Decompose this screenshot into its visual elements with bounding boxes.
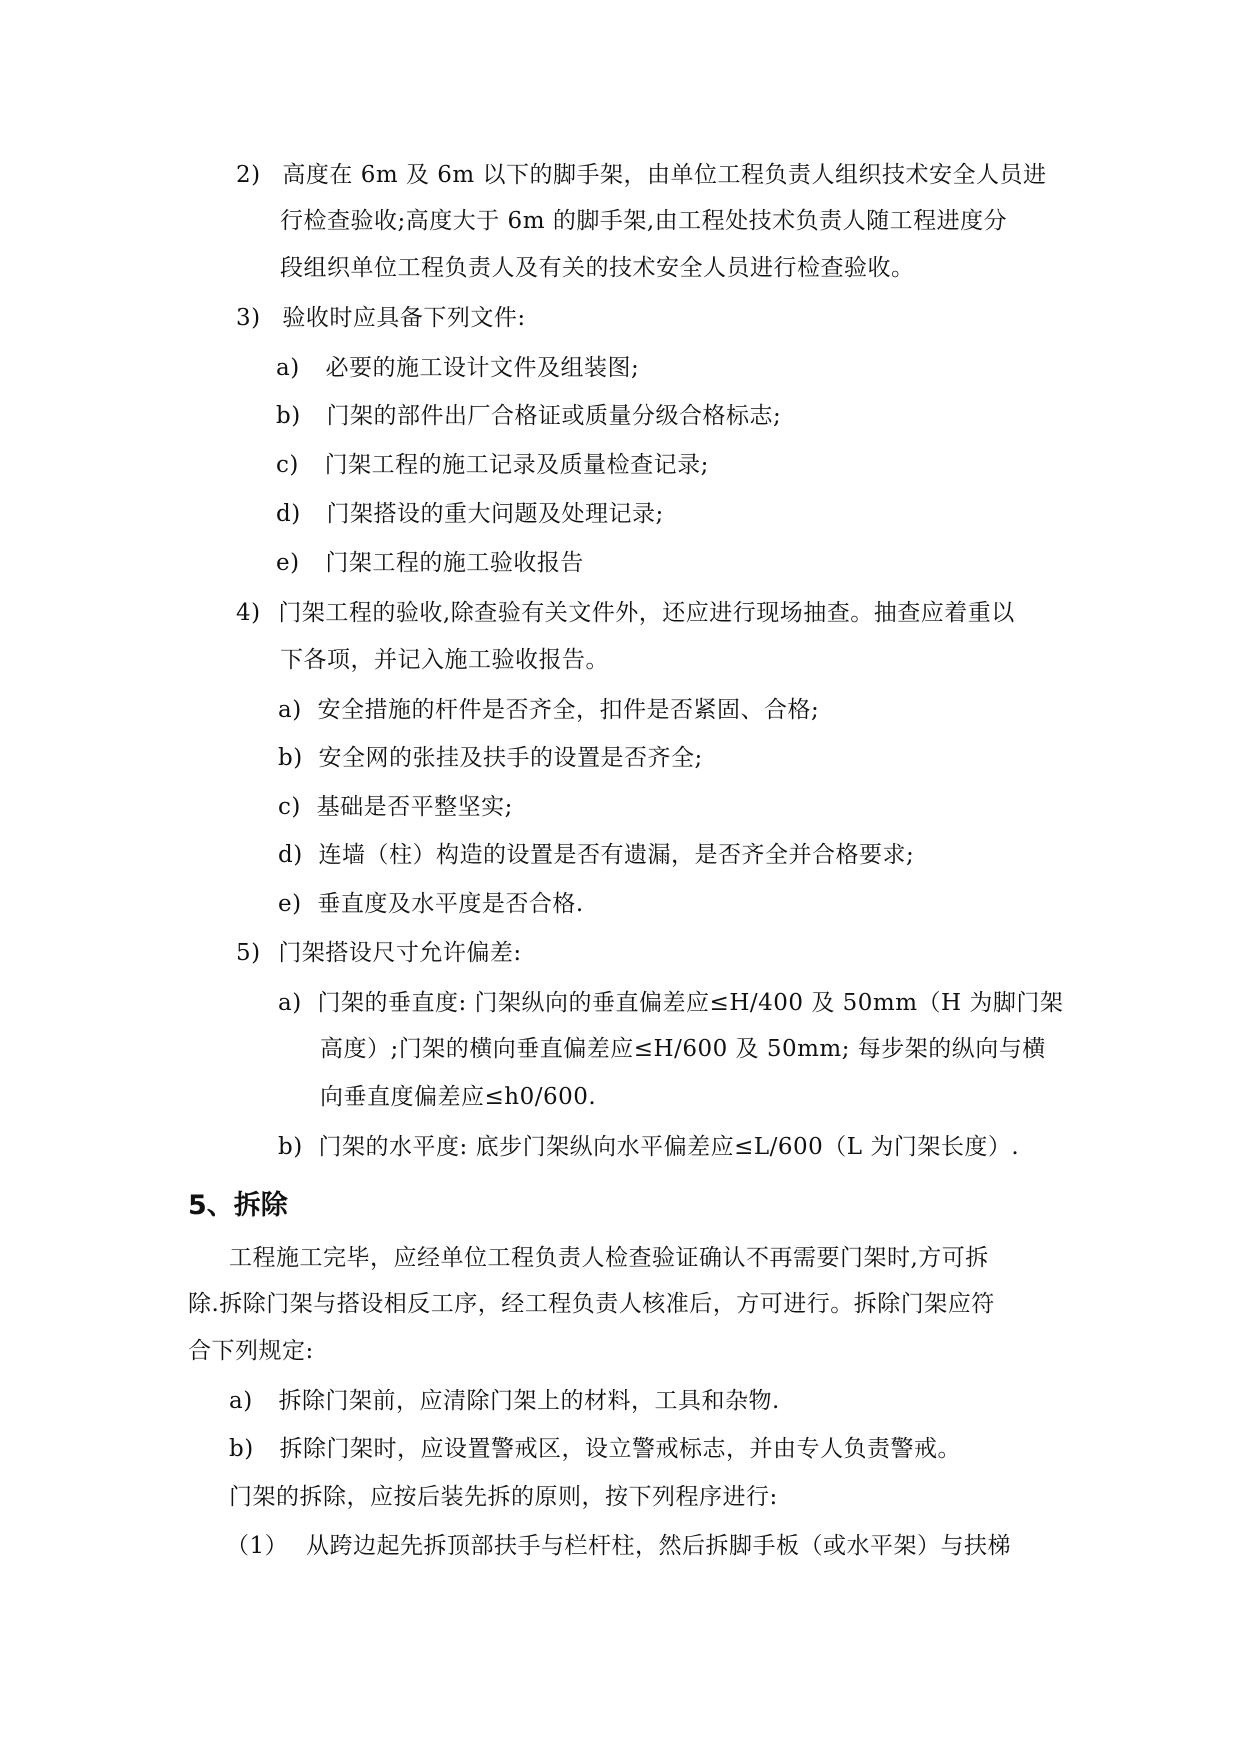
- item-5-sub-a-line-1: [278, 988, 1063, 1018]
- item-4-sub-d: [278, 840, 914, 870]
- item-2-line-3: 段组织单位工程负责人及有关的技术安全人员进行检查验收。: [280, 255, 915, 281]
- item-4-sub-c: [278, 792, 513, 822]
- sub-label: a): [278, 990, 302, 1016]
- item-5-line: [236, 938, 522, 968]
- item-5-label: 5): [236, 940, 261, 966]
- sub-text: 必要的施工设计文件及组装图;: [325, 355, 640, 381]
- sub-label: a): [278, 697, 302, 723]
- sub-label: c): [276, 452, 299, 478]
- item-5-sub-a-line-2: 高度）;门架的横向垂直偏差应≤H/600 及 50mm; 每步架的纵向与横: [320, 1036, 1046, 1062]
- sub-label: b): [276, 403, 301, 429]
- section-5-item-a: [229, 1386, 780, 1416]
- sub-text: 门架的部件出厂合格证或质量分级合格标志;: [326, 403, 782, 429]
- sub-label: d): [278, 842, 303, 868]
- sub-text: 门架工程的施工记录及质量检查记录;: [324, 452, 709, 478]
- sub-text: 拆除门架前，应清除门架上的材料，工具和杂物.: [278, 1388, 780, 1414]
- sub-label: c): [278, 794, 301, 820]
- item-3-text: 验收时应具备下列文件:: [282, 305, 526, 331]
- section-5-para-line-3: 合下列规定:: [188, 1338, 314, 1364]
- item-4-label: 4): [236, 600, 261, 626]
- sub-label: e): [278, 891, 302, 917]
- item-3-line: [236, 303, 526, 333]
- sub-text: 安全网的张挂及扶手的设置是否齐全;: [318, 745, 703, 771]
- section-5-order-intro: 门架的拆除，应按后装先拆的原则，按下列程序进行:: [229, 1484, 778, 1510]
- item-5-sub-b: [278, 1132, 1019, 1162]
- sub-text: 门架的水平度: 底步门架纵向水平偏差应≤L/600（L 为门架长度）.: [318, 1134, 1020, 1160]
- item-4-sub-e: [278, 889, 584, 919]
- sub-label: b): [278, 1134, 303, 1160]
- step-text: 从跨边起先拆顶部扶手与栏杆柱，然后拆脚手板（或水平架）与扶梯: [305, 1533, 1011, 1559]
- sub-label: b): [278, 745, 303, 771]
- sub-text: 拆除门架时，应设置警戒区，设立警戒标志，并由专人负责警戒。: [279, 1436, 962, 1462]
- sub-label: a): [229, 1388, 253, 1414]
- item-3-sub-e: [276, 548, 584, 578]
- section-5-item-b: [229, 1434, 961, 1464]
- sub-text: 连墙（柱）构造的设置是否有遗漏，是否齐全并合格要求;: [318, 842, 915, 868]
- item-3-sub-c: [276, 450, 709, 480]
- item-3-sub-a: [276, 353, 639, 383]
- item-5-sub-a-line-3: 向垂直度偏差应≤h0/600.: [320, 1084, 597, 1110]
- item-2-line-1: [236, 160, 1047, 190]
- sub-text: 基础是否平整坚实;: [316, 794, 513, 820]
- sub-text: 门架搭设的重大问题及处理记录;: [326, 501, 664, 527]
- sub-label: b): [229, 1436, 254, 1462]
- item-2-text-1: 高度在 6m 及 6m 以下的脚手架，由单位工程负责人组织技术安全人员进: [282, 162, 1047, 188]
- item-3-sub-b: [276, 401, 781, 431]
- item-4-sub-a: [278, 695, 819, 725]
- item-4-line-2: 下各项，并记入施工验收报告。: [280, 647, 609, 673]
- step-label: （1）: [226, 1533, 289, 1559]
- section-heading: 5、拆除: [188, 1190, 288, 1221]
- section-5-para-line-2: 除.拆除门架与搭设相反工序，经工程负责人核准后，方可进行。拆除门架应符: [188, 1291, 995, 1317]
- item-4-sub-b: [278, 743, 703, 773]
- sub-label: a): [276, 355, 300, 381]
- item-3-sub-d: [276, 499, 664, 529]
- sub-text: 垂直度及水平度是否合格.: [317, 891, 584, 917]
- sub-label: d): [276, 501, 301, 527]
- item-5-text: 门架搭设尺寸允许偏差:: [278, 940, 522, 966]
- item-4-line-1: [236, 598, 1015, 628]
- section-5-para-line-1: 工程施工完毕，应经单位工程负责人检查验证确认不再需要门架时,方可拆: [229, 1245, 989, 1271]
- item-3-label: 3): [236, 305, 261, 331]
- item-2-line-2: 行检查验收;高度大于 6m 的脚手架,由工程处技术负责人随工程进度分: [280, 208, 1008, 234]
- item-2-label: 2): [236, 162, 261, 188]
- sub-text: 门架的垂直度: 门架纵向的垂直偏差应≤H/400 及 50mm（H 为脚门架: [317, 990, 1064, 1016]
- sub-text: 门架工程的施工验收报告: [325, 550, 584, 576]
- sub-label: e): [276, 550, 300, 576]
- sub-text: 安全措施的杆件是否齐全，扣件是否紧固、合格;: [317, 697, 820, 723]
- section-5-step-1: [226, 1531, 1011, 1561]
- item-4-text-1: 门架工程的验收,除查验有关文件外，还应进行现场抽查。抽查应着重以: [278, 600, 1015, 626]
